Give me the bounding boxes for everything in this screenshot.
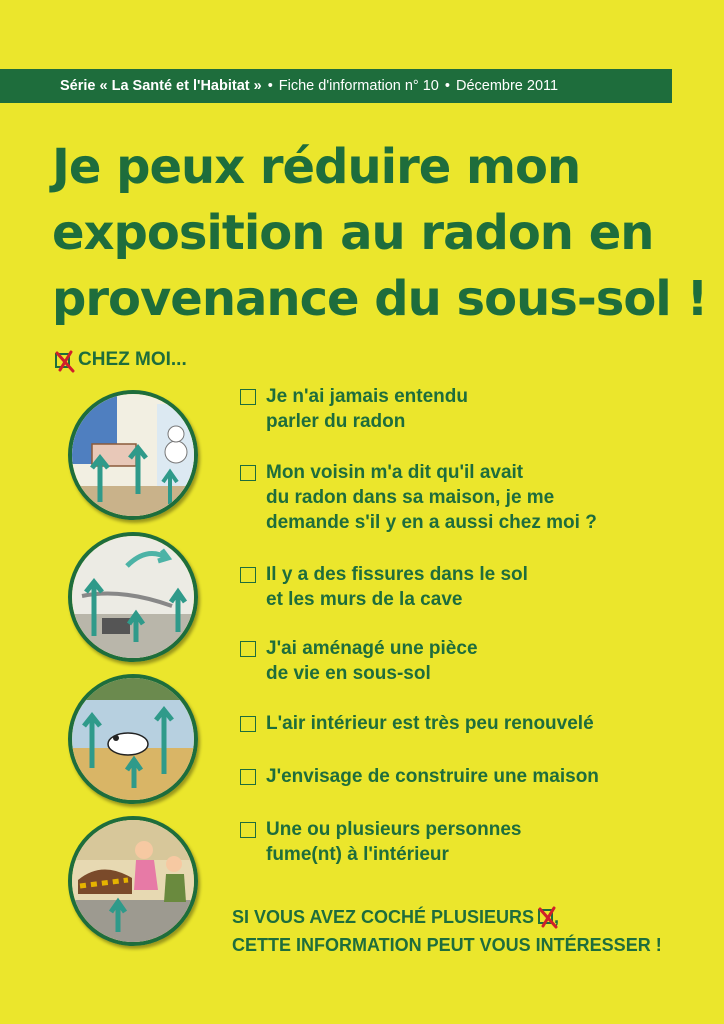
empty-checkbox-icon[interactable] — [240, 567, 256, 583]
empty-checkbox-icon[interactable] — [240, 769, 256, 785]
checklist-item[interactable] — [240, 384, 660, 434]
footer-line-1-text: SI VOUS AVEZ COCHÉ PLUSIEURS — [232, 907, 535, 927]
checklist-item[interactable] — [240, 562, 660, 612]
chez-moi-label: CHEZ MOI... — [78, 349, 187, 370]
footer-message — [232, 903, 662, 959]
empty-checkbox-icon[interactable] — [240, 465, 256, 481]
footer-line-1 — [232, 903, 662, 931]
title-line-3: provenance du sous-sol ! — [52, 271, 708, 327]
checklist-item-text: L'air intérieur est très peu renouvelé — [266, 713, 594, 734]
checklist-item[interactable] — [240, 817, 660, 867]
checklist-item-text: J'ai aménagé une pièce de vie en sous-sol — [266, 638, 478, 684]
checklist-item-text: Je n'ai jamais entendu parler du radon — [266, 386, 468, 432]
separator-dot: • — [267, 78, 273, 94]
fiche-number: Fiche d'information n° 10 — [278, 78, 439, 94]
checklist-item[interactable] — [240, 636, 660, 686]
chez-moi-heading — [55, 349, 187, 371]
illustration-smokers — [68, 816, 198, 946]
series-title: Série « La Santé et l'Habitat » — [60, 78, 262, 94]
checklist-item[interactable] — [240, 460, 660, 535]
title-line-2: exposition au radon en — [52, 205, 654, 261]
checklist-item-text: Une ou plusieurs personnes fume(nt) à l'intérieur — [266, 819, 522, 865]
title-line-1: Je peux réduire mon — [52, 139, 581, 195]
checklist-item-text: J'envisage de construire une maison — [266, 766, 599, 787]
page-title — [52, 134, 708, 332]
empty-checkbox-icon[interactable] — [240, 822, 256, 838]
checklist-item[interactable] — [240, 764, 660, 789]
checked-checkbox-icon — [55, 353, 70, 368]
empty-checkbox-icon[interactable] — [240, 389, 256, 405]
header-banner — [0, 69, 672, 103]
checklist-item[interactable] — [240, 711, 660, 736]
checklist-item-text: Il y a des fissures dans le sol et les murs de la cave — [266, 564, 528, 610]
illustration-cellar-cracks — [68, 532, 198, 662]
illustration-basement-room — [68, 674, 198, 804]
footer-line-2: CETTE INFORMATION PEUT VOUS INTÉRESSER ! — [232, 935, 662, 955]
separator-dot: • — [444, 78, 450, 94]
footer-comma: , — [554, 907, 560, 927]
issue-date: Décembre 2011 — [455, 78, 559, 94]
empty-checkbox-icon[interactable] — [240, 716, 256, 732]
illustration-bedroom-snowman — [68, 390, 198, 520]
empty-checkbox-icon[interactable] — [240, 641, 256, 657]
checklist-item-text: Mon voisin m'a dit qu'il avait du radon dans sa maison, je me demande s'il y en a aussi chez moi ? — [266, 462, 597, 533]
checked-checkbox-icon — [538, 909, 553, 924]
